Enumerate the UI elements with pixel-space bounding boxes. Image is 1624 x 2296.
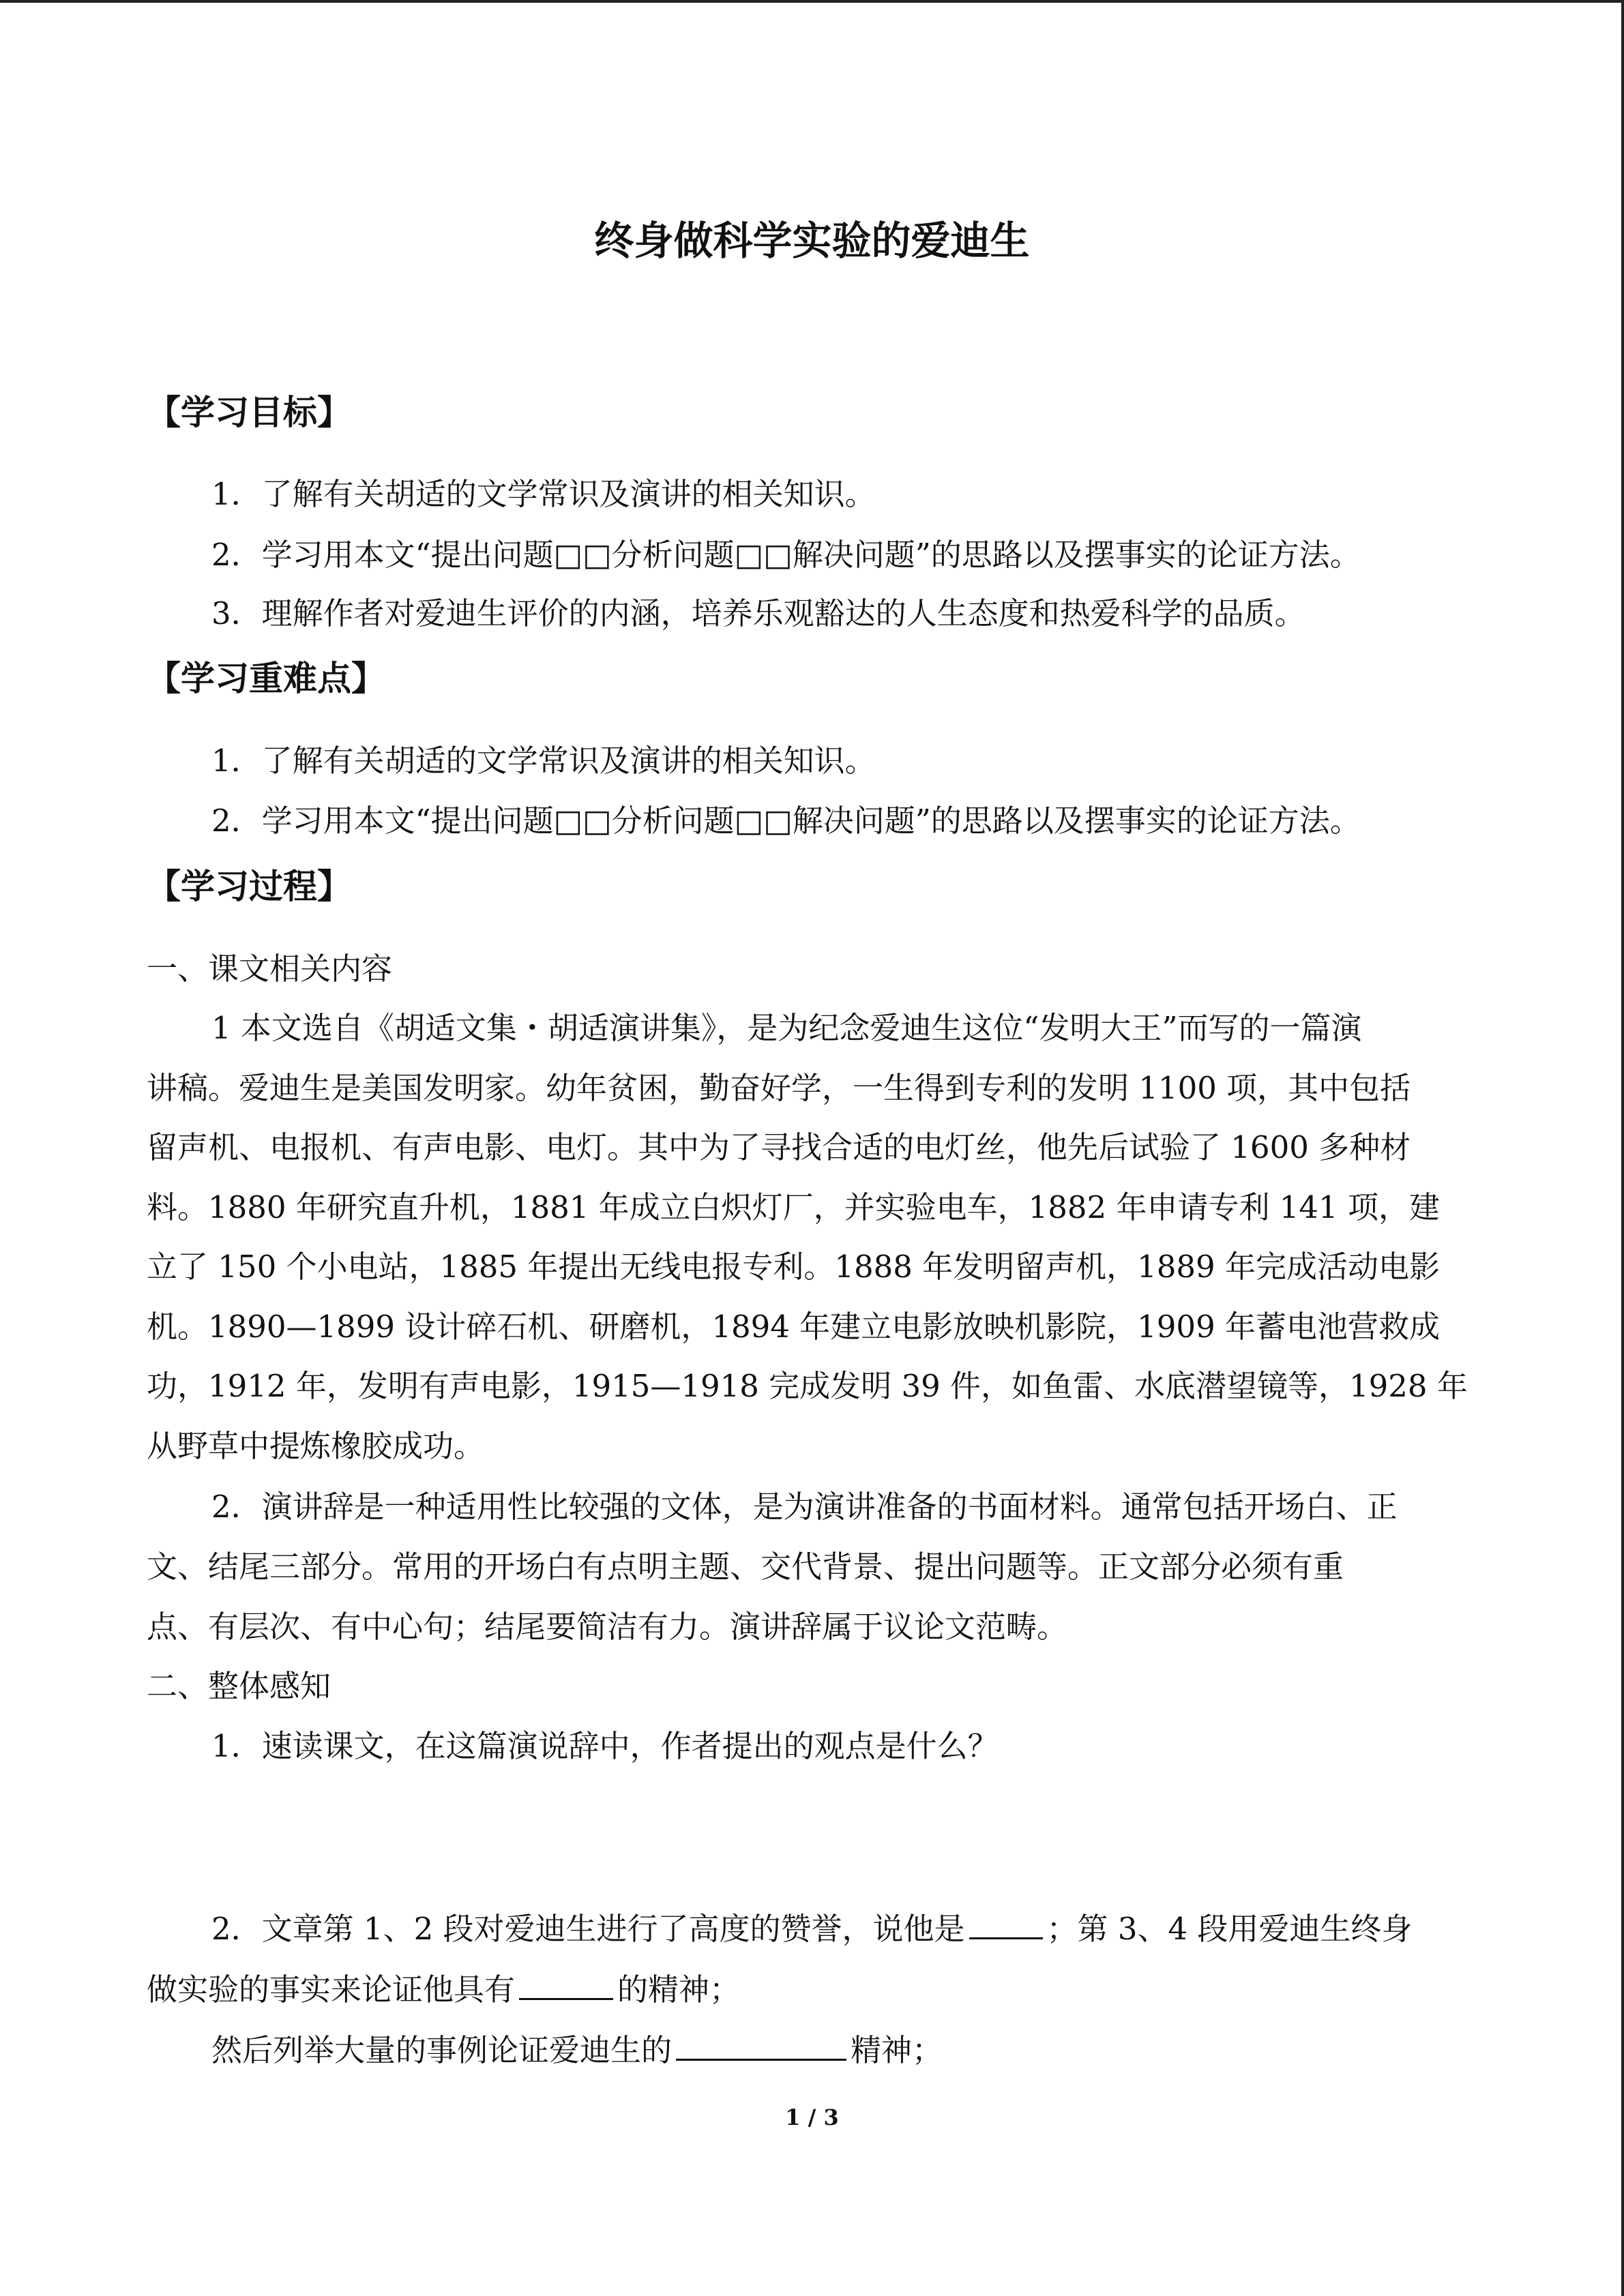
- para1-line: 料。1880 年研究直升机，1881 年成立白炽灯厂，并实验电车，1882 年申请专利 141 项，建: [147, 1189, 1440, 1225]
- key-point-item: 2．学习用本文“提出问题□□分析问题□□解决问题”的思路以及摆事实的论证方法。: [211, 803, 1361, 839]
- objective-item: 2．学习用本文“提出问题□□分析问题□□解决问题”的思路以及摆事实的论证方法。: [211, 537, 1361, 573]
- para1-line: 讲稿。爱迪生是美国发明家。幼年贫困，勤奋好学，一生得到专利的发明 1100 项，其中包括: [147, 1070, 1411, 1106]
- page-border-top: [0, 0, 1624, 3]
- para2-line: 点、有层次、有中心句；结尾要简洁有力。演讲辞属于议论文范畴。: [147, 1609, 1068, 1645]
- para1-line: 1 本文选自《胡适文集・胡适演讲集》，是为纪念爱迪生这位“发明大王”而写的一篇演: [211, 1010, 1362, 1046]
- q2-text: 的精神；: [617, 1971, 741, 2008]
- para1-line: 从野草中提炼橡胶成功。: [147, 1428, 485, 1464]
- para1-line: 机。1890—1899 设计碎石机、研磨机，1894 年建立电影放映机影院，1909 年蓄电池营救成: [147, 1309, 1441, 1345]
- objective-item: 3．理解作者对爱迪生评价的内涵，培养乐观豁达的人生态度和热爱科学的品质。: [211, 595, 1305, 631]
- key-points-heading: 【学习重难点】: [147, 659, 385, 698]
- q2-text: 精神；: [851, 2032, 943, 2068]
- para1-line: 立了 150 个小电站，1885 年提出无线电报专利。1888 年发明留声机，1889 年完成活动电影: [147, 1249, 1440, 1285]
- answer-blank[interactable]: [519, 1968, 613, 2000]
- process-heading: 【学习过程】: [147, 867, 351, 906]
- para1-line: 功，1912 年，发明有声电影，1915—1918 完成发明 39 件，如鱼雷、水底潜望镜等，1928 年: [147, 1368, 1468, 1404]
- para2-line: 文、结尾三部分。常用的开场白有点明主题、交代背景、提出问题等。正文部分必须有重: [147, 1549, 1344, 1585]
- question-2-line-1: [211, 1907, 1412, 1950]
- page-title: 终身做科学实验的爱迪生: [594, 218, 1030, 264]
- para1-line: 留声机、电报机、有声电影、电灯。其中为了寻找合适的电灯丝，他先后试验了 1600 多种材: [147, 1129, 1411, 1165]
- objective-item: 1．了解有关胡适的文学常识及演讲的相关知识。: [211, 476, 876, 512]
- para2-line: 2．演讲辞是一种适用性比较强的文体，是为演讲准备的书面材料。通常包括开场白、正: [211, 1489, 1398, 1525]
- question-2-line-3: [211, 2029, 943, 2071]
- page-border-right: [1621, 0, 1624, 2296]
- q2-text: 做实验的事实来论证他具有: [147, 1971, 516, 2008]
- section2-title: 二、整体感知: [147, 1668, 331, 1704]
- q2-text: 2．文章第 1、2 段对爱迪生进行了高度的赞誉，说他是: [211, 1911, 965, 1947]
- section1-title: 一、课文相关内容: [147, 951, 393, 987]
- answer-blank[interactable]: [676, 2029, 846, 2061]
- key-point-item: 1．了解有关胡适的文学常识及演讲的相关知识。: [211, 743, 876, 779]
- objectives-heading: 【学习目标】: [147, 393, 351, 432]
- page-number: 1 / 3: [785, 2104, 839, 2130]
- question-2-line-2: [147, 1968, 740, 2010]
- question-1: 1．速读课文，在这篇演说辞中，作者提出的观点是什么？: [211, 1728, 999, 1764]
- q2-text: 然后列举大量的事例论证爱迪生的: [211, 2032, 673, 2068]
- answer-blank[interactable]: [969, 1907, 1043, 1939]
- q2-text: ；第 3、4 段用爱迪生终身: [1046, 1911, 1413, 1947]
